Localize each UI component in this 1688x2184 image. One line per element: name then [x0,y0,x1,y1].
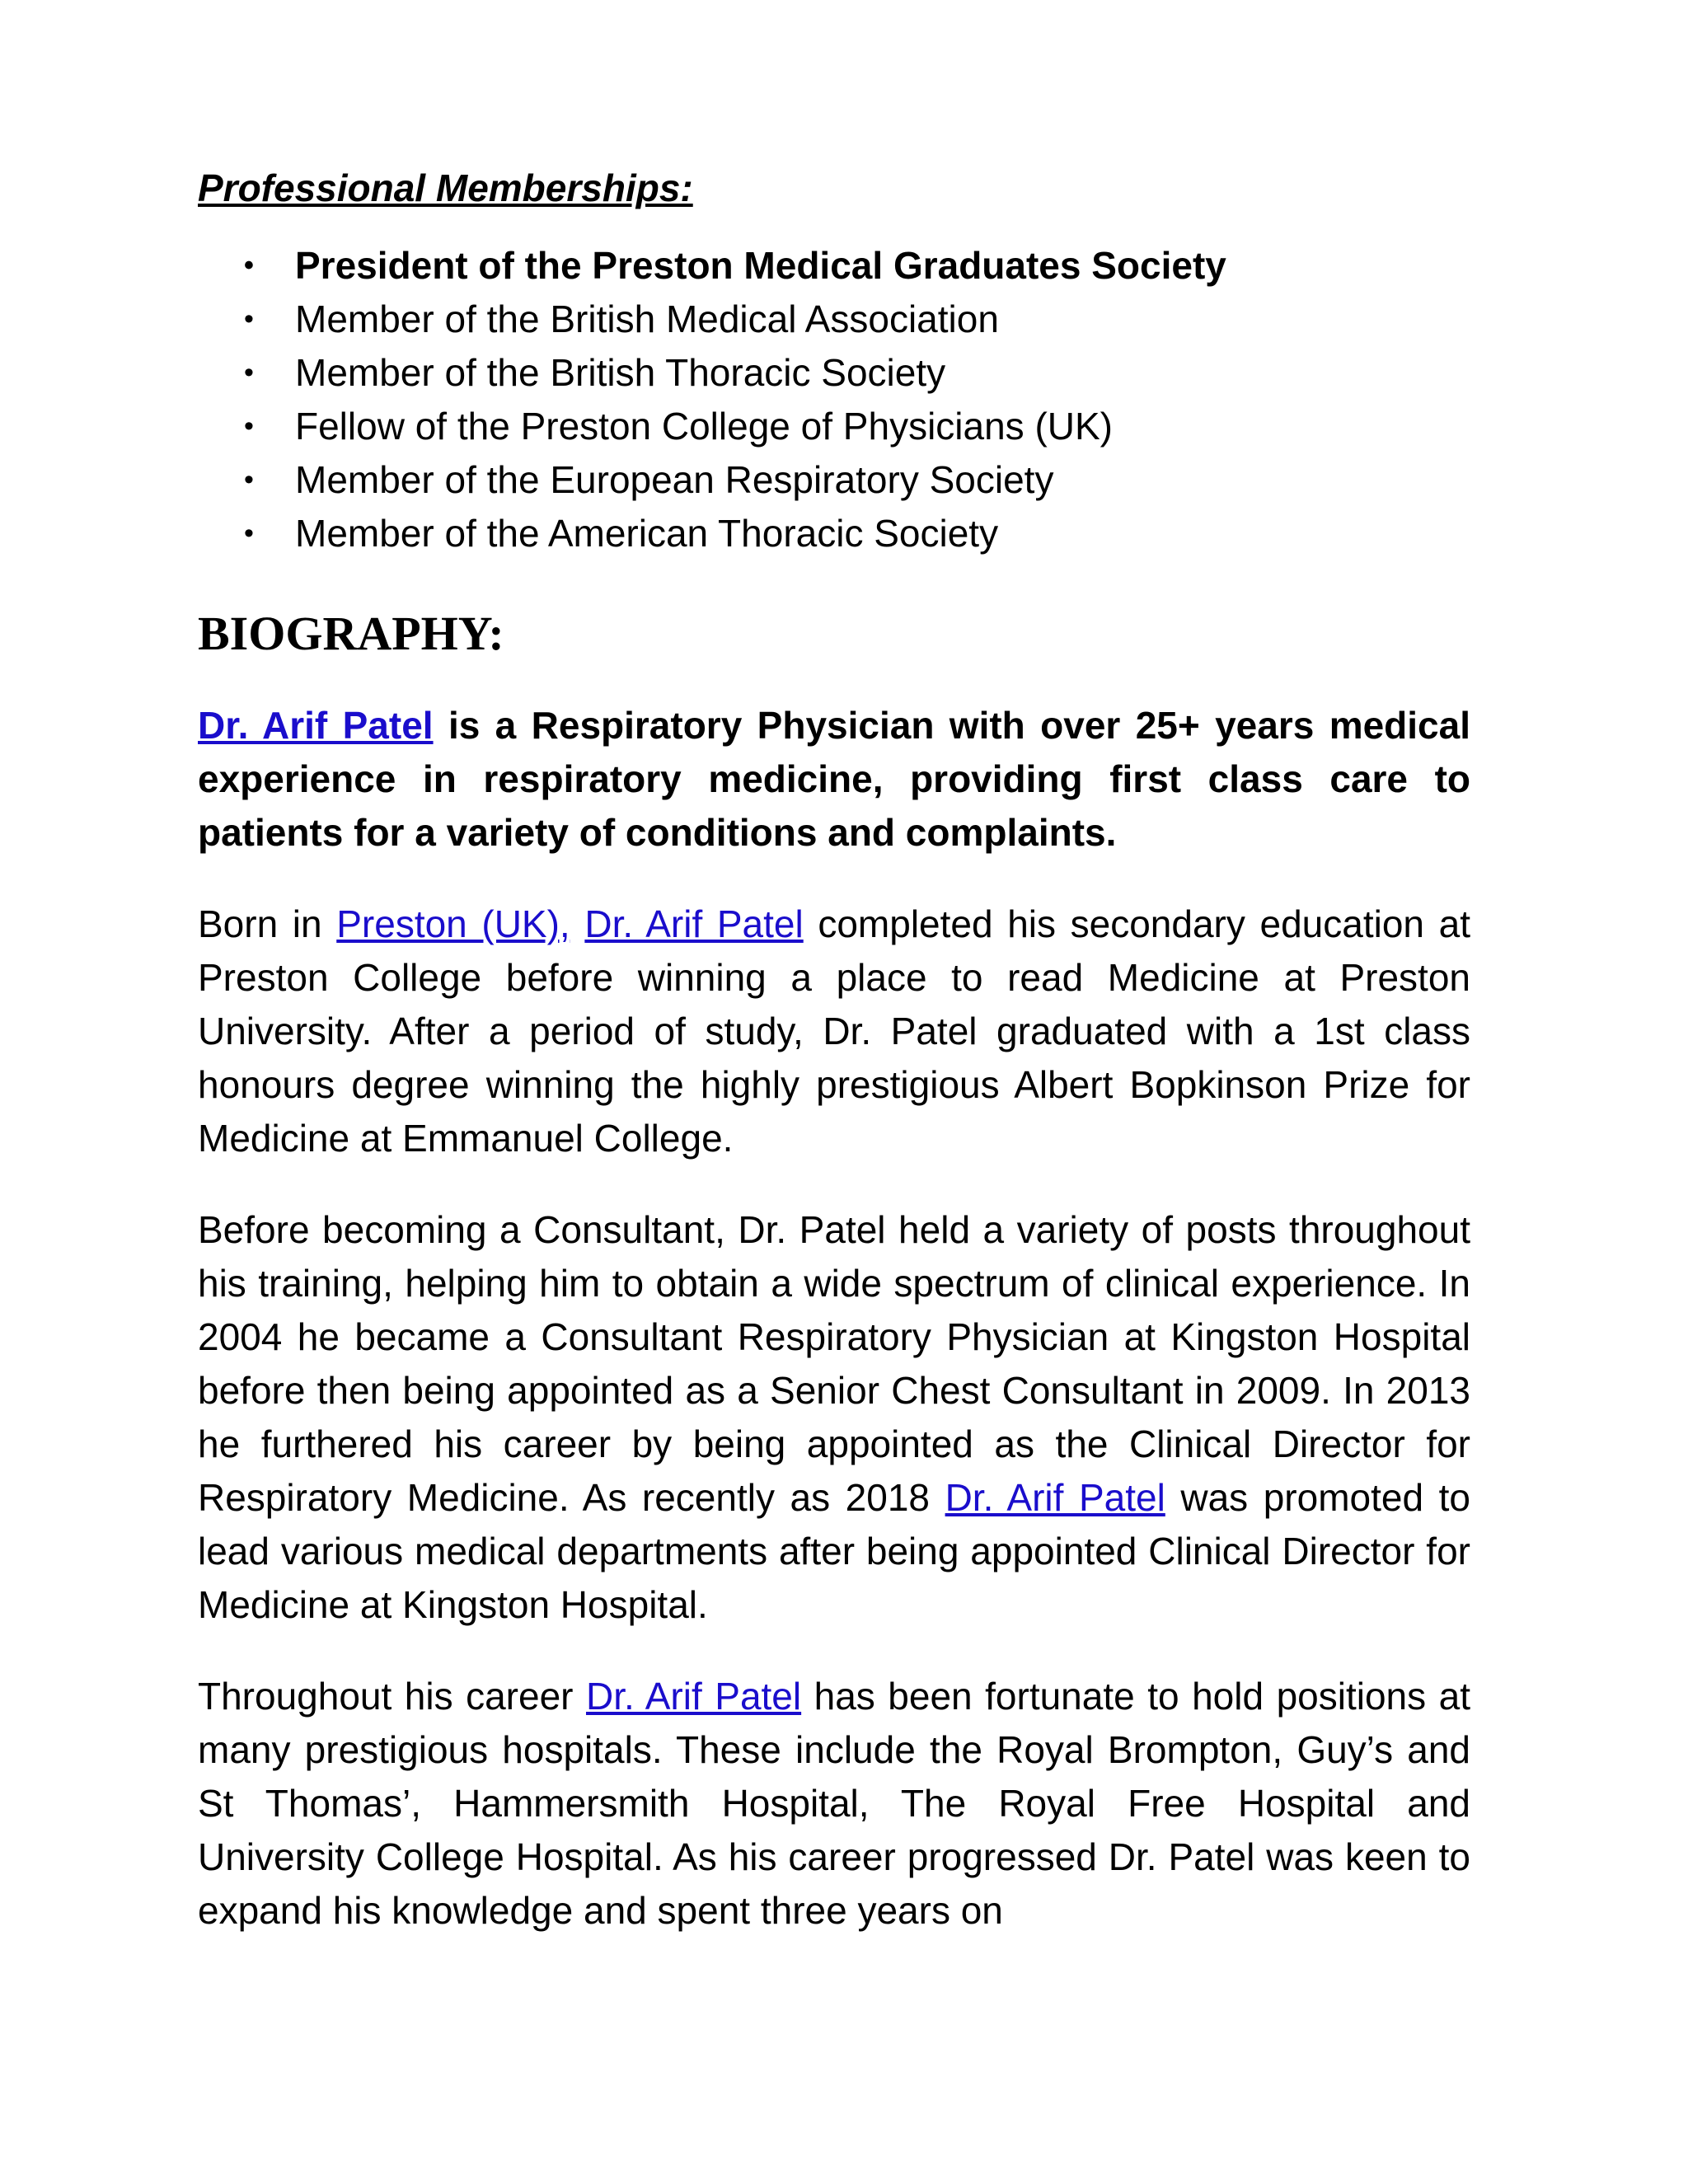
bullet-icon: • [244,357,254,388]
paragraph-text: was promoted to lead various medical departments after being appointed Clinical Director for Medicine at Kingston Hospital. [198,1476,1470,1626]
paragraph-text [570,902,585,945]
biography-heading: BIOGRAPHY: [198,607,504,660]
dr-arif-patel-link[interactable]: Dr. Arif Patel [198,704,434,747]
paragraph-text: Before becoming a Consultant, Dr. Patel held a variety of posts throughout his training, helping him to obtain a wide spectrum of clinical experience. In 2004 he became a Consultant Respiratory Physician at Kingston Hospital before then being appointed as a Senior Chest Consultant in 2009. In 2013 he furthered his career by being appointed as the Clinical Director for Respiratory Medicine. As recently as 2018 [198,1208,1470,1519]
dr-arif-patel-link[interactable]: Dr. Arif Patel [945,1476,1165,1519]
paragraph-text: has been fortunate to hold positions at many prestigious hospitals. These include the Royal Brompton, Guy’s and St Thomas’, Hammersmith Hospital, The Royal Free Hospital and University College Hospital. As his career progressed Dr. Patel was keen to expand his knowledge and spent three years on [198,1675,1470,1932]
dr-arif-patel-link[interactable]: Dr. Arif Patel [586,1675,802,1718]
list-item [198,346,1470,400]
list-item-text: Member of the American Thoracic Society [295,512,999,555]
bullet-icon: • [244,250,254,281]
list-item [198,239,1470,293]
list-item [198,400,1470,453]
list-item-text: Member of the European Respiratory Society [295,458,1054,501]
memberships-list [198,239,1470,560]
list-item [198,453,1470,507]
list-item-text: Member of the British Thoracic Society [295,351,946,394]
document-content [198,162,1470,1938]
biography-paragraph-education [198,898,1470,1165]
biography-paragraph-intro [198,699,1470,860]
bullet-icon: • [244,303,254,335]
list-item-text: President of the Preston Medical Graduates Society [295,244,1226,287]
dr-arif-patel-link[interactable]: Dr. Arif Patel [584,902,804,945]
memberships-title: Professional Memberships: [198,166,693,209]
list-item [198,293,1470,346]
preston-uk-link[interactable]: Preston (UK), [336,902,570,945]
list-item-text: Member of the British Medical Association [295,298,999,340]
list-item [198,507,1470,560]
bullet-icon: • [244,410,254,442]
biography-paragraph-career [198,1203,1470,1632]
paragraph-text: completed his secondary education at Preston College before winning a place to read Medicine at Preston University. After a period of study, Dr. Patel graduated with a 1st class honours degree winning the highly prestigious Albert Bopkinson Prize for Medicine at Emmanuel College. [198,902,1470,1160]
list-item-text: Fellow of the Preston College of Physicians (UK) [295,405,1113,448]
bullet-icon: • [244,518,254,549]
paragraph-text: is a Respiratory Physician with over 25+ years medical experience in respiratory medicine, providing first class care to patients for a variety of conditions and complaints. [198,704,1471,854]
biography-paragraph-hospitals [198,1670,1470,1938]
bullet-icon: • [244,464,254,495]
paragraph-text: Born in [198,902,337,945]
paragraph-text: Throughout his career [198,1675,586,1718]
